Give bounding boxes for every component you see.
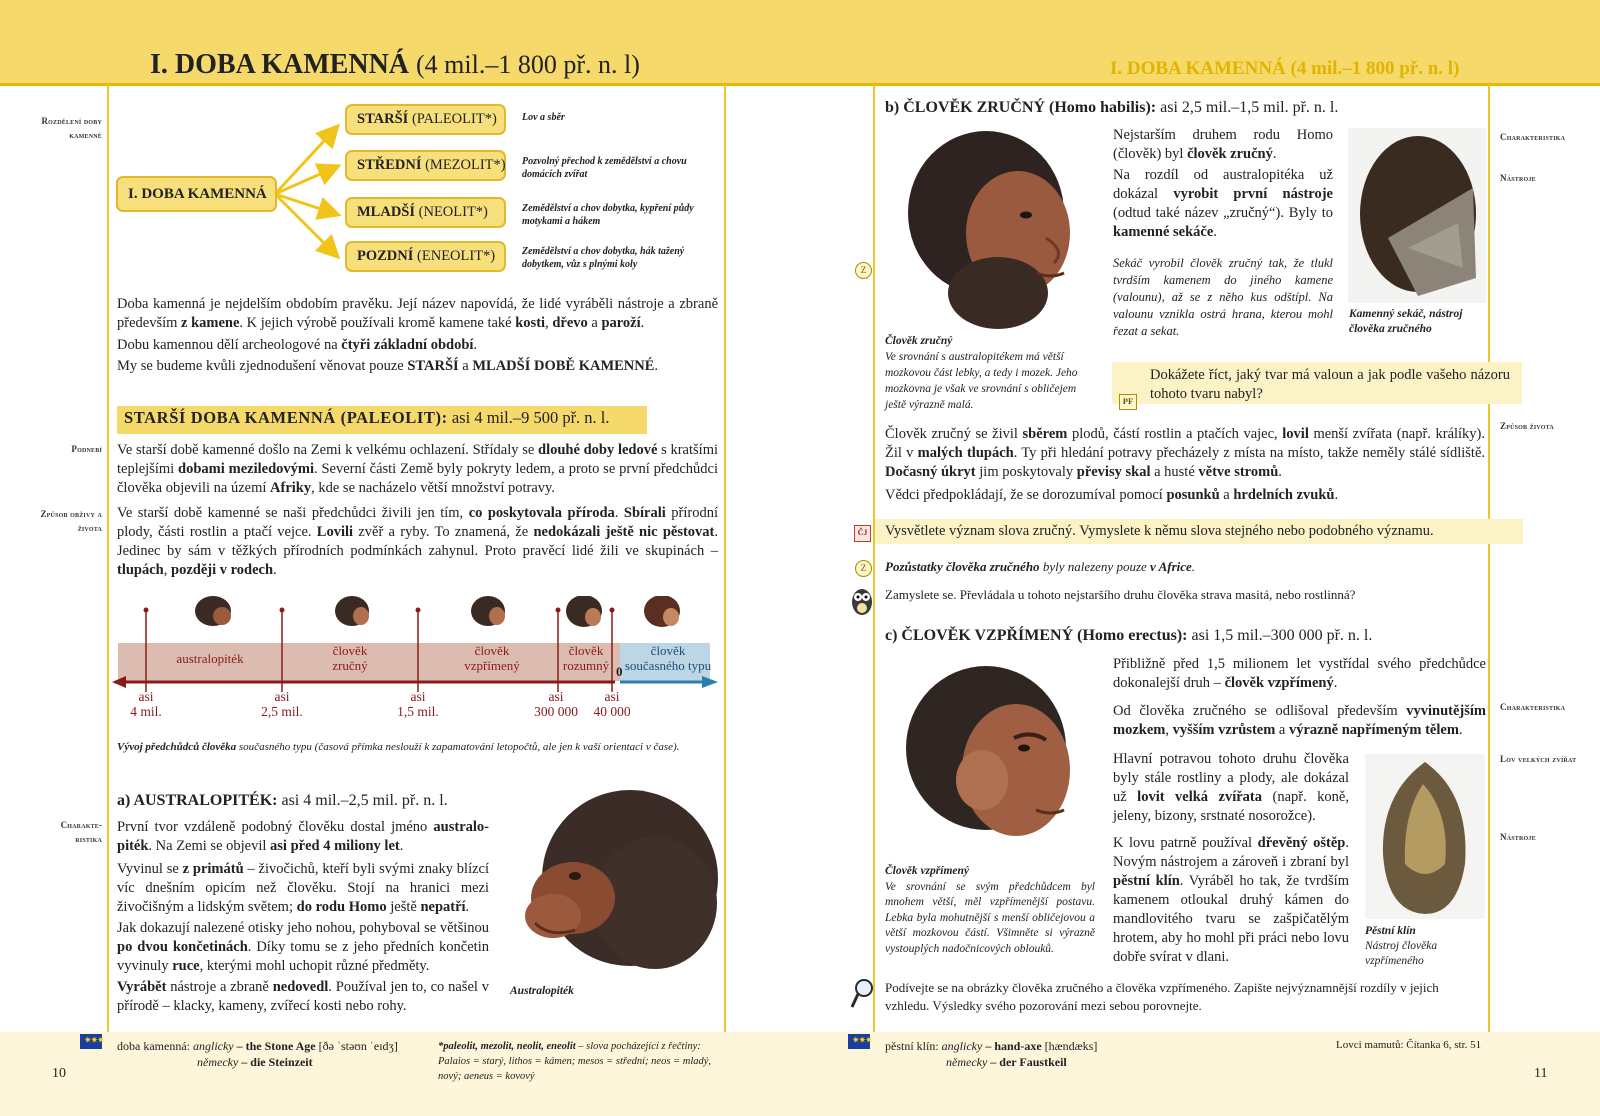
- footer-note: *paleolit, mezolit, neolit, eneolit – slova pocházející z řečtiny: Palaios = starý, lithos = kámen; mesos = střední; neos = mladý, nový; aeneus = kovový: [438, 1041, 712, 1082]
- intro-paragraph-2: Dobu kamennou dělí archeologové na čtyři základní období.: [117, 337, 478, 353]
- right-page-edge: [873, 85, 875, 1032]
- title-range: (4 mil.–1 800 př. n. l): [416, 50, 640, 79]
- diagram-arrows: [270, 112, 350, 272]
- side-label-r-charakteristika-2: Charakteristika: [1500, 702, 1566, 712]
- erectus-caption: Člověk vzpřímený Ve srovnání se svým předchůdcem byl mnohem větší, měl vzpřímenější postavu. Lebka byla mohutnější s menší obličejovou a větší mozkovou částí. Všimněte si výrazně vystouplých nadočnicových oblouků.: [885, 865, 1095, 955]
- paleolit-heading: STARŠÍ DOBA KAMENNÁ (PALEOLIT): asi 4 mil.–9 500 př. n. l.: [117, 406, 647, 434]
- z-icon-2: Z: [855, 560, 872, 577]
- side-label-podnebi: Podnebí: [71, 444, 102, 454]
- erectus-heading: c) ČLOVĚK VZPŘÍMENÝ (Homo erectus): asi 1,5 mil.–300 000 př. n. l.: [885, 627, 1373, 644]
- side-label-charakteristika: Charakteristika: [60, 820, 102, 844]
- z-icon-1: Z: [855, 262, 872, 279]
- think-question: Zamyslete se. Převládala u tohoto nejstaršího druhu člověka strava masitá, nebo rostlinná?: [885, 587, 1356, 602]
- title-main: I. DOBA KAMENNÁ: [150, 49, 410, 80]
- side-label-r-lov: Lov velkých zvířat: [1500, 754, 1577, 764]
- diagram-note-starsi: Lov a sběr: [522, 112, 565, 123]
- diagram-box-pozdni: POZDNÍ (ENEOLIT*): [345, 241, 506, 272]
- page-number-right: 11: [1534, 1066, 1548, 1081]
- timeline-label-zrucny: člověk zručný: [332, 643, 368, 673]
- australopitek-p1: První tvor vzdáleně podobný člověku dostal jméno australopiték. Na Zemi se objevil asi před 4 miliony let.: [117, 819, 489, 854]
- habilis-image: [886, 123, 1096, 333]
- diagram-note-pozdni: Zemědělství a chov dobytka, hák tažený dobytkem, vůz s plnými koly: [522, 246, 685, 270]
- diagram-box-starsi: STARŠÍ (PALEOLIT*): [345, 104, 506, 135]
- timeline-value-5: asi 40 000: [593, 689, 631, 719]
- eu-flag-icon: ✷✷✷: [80, 1034, 102, 1049]
- left-page-edge: [724, 85, 726, 1032]
- cj-icon: ČJ: [854, 525, 871, 542]
- pf-question: Dokážete říct, jaký tvar má valoun a jak podle vašeho názoru tohoto tvaru nabyl?: [1150, 367, 1510, 402]
- erectus-p1: Přibližně před 1,5 milionem let vystřídal svého předchůdce dokonalejší druh – člověk vzpřímený.: [1113, 656, 1486, 691]
- diagram-box-stredni: STŘEDNÍ (MEZOLIT*): [345, 150, 506, 181]
- title-right: I. DOBA KAMENNÁ (4 mil.–1 800 př. n. l): [1110, 58, 1460, 79]
- africa-note: Pozůstatky člověka zručného byly nalezeny pouze v Africe.: [885, 559, 1196, 574]
- page-number-left: 10: [52, 1066, 66, 1081]
- habilis-caption: Člověk zručný Ve srovnání s australopitékem má větší mozkovou část lebky, a tedy i mozek. Jeho mozkovna je však ve srovnání s obličejem ještě výrazně malá.: [885, 335, 1078, 411]
- diagram-note-stredni: Pozvolný přechod k zemědělství a chovu domácích zvířat: [522, 156, 687, 180]
- habilis-italic-note: Sekáč vyrobil člověk zručný tak, že tlukl tvrdším kamenem do jiného kamene (valounu), až se z něho kus odštípl. Na valounu vznikla ostrá hrana, kterou mohl řezat a sekat.: [1113, 256, 1333, 338]
- kamenny-sekac-image: [1348, 128, 1486, 303]
- diagram-note-mladsi: Zemědělství a chov dobytka, kypření půdy motykami a hákem: [522, 203, 694, 227]
- australopitek-caption: Australopiték: [510, 985, 574, 997]
- timeline-value-4: asi 300 000: [534, 689, 578, 719]
- owl-icon: [850, 584, 874, 616]
- habilis-p1: Nejstarším druhem rodu Homo (člověk) byl člověk zručný.: [1113, 127, 1333, 162]
- australopitek-p2: Vyvinul se z primátů – živočichů, kteří byli svými znaky blízcí víc dnešním opicím než člověku. Stojí na hranici mezi živočišným a lidským světem; do rodu Homo ještě nepatří.: [117, 861, 490, 915]
- observe-task: Podívejte se na obrázky člověka zručného a člověka vzpřímeného. Zapište nejvýznamnější rozdíly v jejich vzhledu. Výsledky svého pozorování mezi sebou porovnejte.: [885, 980, 1439, 1013]
- page-title: [150, 48, 640, 82]
- magnifier-icon: [850, 978, 874, 1010]
- pf-icon: PF: [1119, 394, 1137, 410]
- footer-vocab-left-line2: německy – die Steinzeit: [197, 1055, 313, 1069]
- footer-vocab-right-line2: německy – der Faustkeil: [946, 1055, 1067, 1069]
- australopitek-p4: Vyrábět nástroje a zbraně nedovedl. Používal jen to, co našel v přírodě – klacky, kameny, zvířecí kosti nebo rohy.: [117, 979, 489, 1014]
- pestni-klin-image: [1365, 754, 1485, 919]
- side-label-r-nastroje-2: Nástroje: [1500, 832, 1536, 842]
- cj-task: Vysvětlete význam slova zručný. Vymyslete k němu slova stejného nebo podobného významu.: [885, 523, 1434, 539]
- timeline-value-2: asi 2,5 mil.: [261, 689, 303, 719]
- zpusob-paragraph: Ve starší době kamenné se naši předchůdci živili jen tím, co poskytovala příroda. Sbírali přírodní plody, části rostlin a ptačí vejce. Lovili zvěř a ryby. To znamená, že nedokázali ještě nic pěstovat. Jedinec by sám v těžkých přírodních podmínkách zahynul. Proto pravěcí lidé žili ve skupinách – tlupách, později v rodech.: [117, 505, 719, 578]
- header-rule: [0, 83, 1600, 86]
- australopitek-image: [505, 788, 720, 978]
- erectus-image: [886, 660, 1091, 860]
- side-label-r-nastroje: Nástroje: [1500, 173, 1536, 183]
- timeline-heads: [195, 596, 680, 627]
- side-label-r-zpusob: Způsob života: [1500, 421, 1554, 431]
- podnebi-paragraph: Ve starší době kamenné došlo na Zemi k velkému ochlazení. Střídaly se dlouhé doby ledové s kratšími teplejšími dobami meziledovými. Severní části Země byly pokryty ledem, a proto se první předchůdci člověka objevili na území Afriky, kde se nacházelo větší množství potravy.: [117, 442, 719, 496]
- habilis-heading: b) ČLOVĚK ZRUČNÝ (Homo habilis): asi 2,5 mil.–1,5 mil. př. n. l.: [885, 99, 1339, 116]
- timeline-value-3: asi 1,5 mil.: [397, 689, 439, 719]
- intro-paragraph-1: Doba kamenná je nejdelším obdobím pravěku. Její název napovídá, že lidé vyráběli nástroje a zbraně především z kamene. K jejich výrobě používali kromě kamene také kosti, dřevo a paroží.: [117, 296, 718, 331]
- side-label-rozdeleni: Rozdělení doby kamenné: [41, 116, 102, 140]
- erectus-p4: K lovu patrně používal dřevěný oštěp. Novým nástrojem a zároveň i zbraní byl pěstní klín. Vyráběl ho tak, že tvrdším kamenem otloukal druhý kámen do mandlovitého tvaru se zašpičatělým hrotem, aby ho mohl při práci nebo lovu dobře svírat v dlani.: [1113, 835, 1349, 965]
- footer-reference[interactable]: Lovci mamutů: Čítanka 6, str. 51: [1336, 1039, 1482, 1051]
- side-label-zpusob: Způsob obživy a života: [40, 509, 102, 533]
- australopitek-heading: a) AUSTRALOPITÉK: asi 4 mil.–2,5 mil. př. n. l.: [117, 792, 448, 809]
- zivot-paragraph: Člověk zručný se živil sběrem plodů, částí rostlin a ptačích vajec, lovil menší zvířata (např. králíky). Žil v malých tlupách. Ty při hledání potravy přecházely z místa na místo, takže neměly stálé sídliště. Dočasný úkryt jim poskytovaly převisy skal a husté větve stromů.: [885, 426, 1486, 480]
- australopitek-p3: Jak dokazují nalezené otisky jeho nohou, pohyboval se většinou po dvou končetinách. Díky tomu se z jeho předních končetin vyvinuly ruce, kterými mohl uchopit různé předměty.: [117, 920, 489, 974]
- diagram-root: I. DOBA KAMENNÁ: [116, 176, 277, 212]
- timeline-label-soucasny: člověk současného typu: [624, 643, 712, 673]
- intro-paragraph-3: My se budeme kvůli zjednodušení věnovat pouze STARŠÍ a MLADŠÍ DOBĚ KAMENNÉ.: [117, 358, 659, 374]
- footer-vocab-left-line1: doba kamenná: anglicky – the Stone Age [ðə ˈstəʊn ˈeɪdʒ]: [117, 1039, 398, 1053]
- habilis-p2: Na rozdíl od australopitéka už dokázal vyrobit první nástroje (odtud také název „zručný“). Byly to kamenné sekáče.: [1113, 167, 1333, 240]
- diagram-box-mladsi: MLADŠÍ (NEOLIT*): [345, 197, 506, 228]
- timeline-zero: 0: [616, 664, 623, 679]
- right-margin-rule: [1488, 85, 1490, 1032]
- timeline-value-1: asi 4 mil.: [130, 689, 162, 719]
- left-margin-rule: [107, 85, 109, 1032]
- zivot-paragraph-2: Vědci předpokládají, že se dorozumíval pomocí posunků a hrdelních zvuků.: [885, 487, 1339, 503]
- footer-vocab-right-line1: pěstní klín: anglicky – hand-axe [hændæks]: [885, 1039, 1098, 1053]
- side-label-r-charakteristika: Charakteristika: [1500, 132, 1566, 142]
- erectus-p3: Hlavní potravou tohoto druhu člověka byly stále rostliny a plody, ale dokázal už lovit velká zvířata (např. koně, jeleny, bizony, srstnaté nosorožce).: [1113, 751, 1349, 824]
- sekac-caption: Kamenný sekáč, nástroj člověka zručného: [1349, 308, 1463, 335]
- klin-caption: Pěstní klín Nástroj člověka vzpřímeného: [1365, 925, 1438, 967]
- timeline-label-vzprimeny: člověk vzpřímený: [464, 643, 520, 673]
- timeline-caption: Vývoj předchůdců člověka současného typu (časová přímka neslouží k zapamatování letopočtů, ale jen k vaší orientaci v čase).: [117, 741, 680, 753]
- timeline-label-australopitek: australopiték: [176, 651, 244, 666]
- erectus-p2: Od člověka zručného se odlišoval především vyvinutějším mozkem, vyšším vzrůstem a výrazně napřímeným tělem.: [1113, 703, 1486, 738]
- eu-flag-icon-right: ✷✷✷: [848, 1034, 870, 1049]
- timeline-label-rozumny: člověk rozumný: [562, 643, 610, 673]
